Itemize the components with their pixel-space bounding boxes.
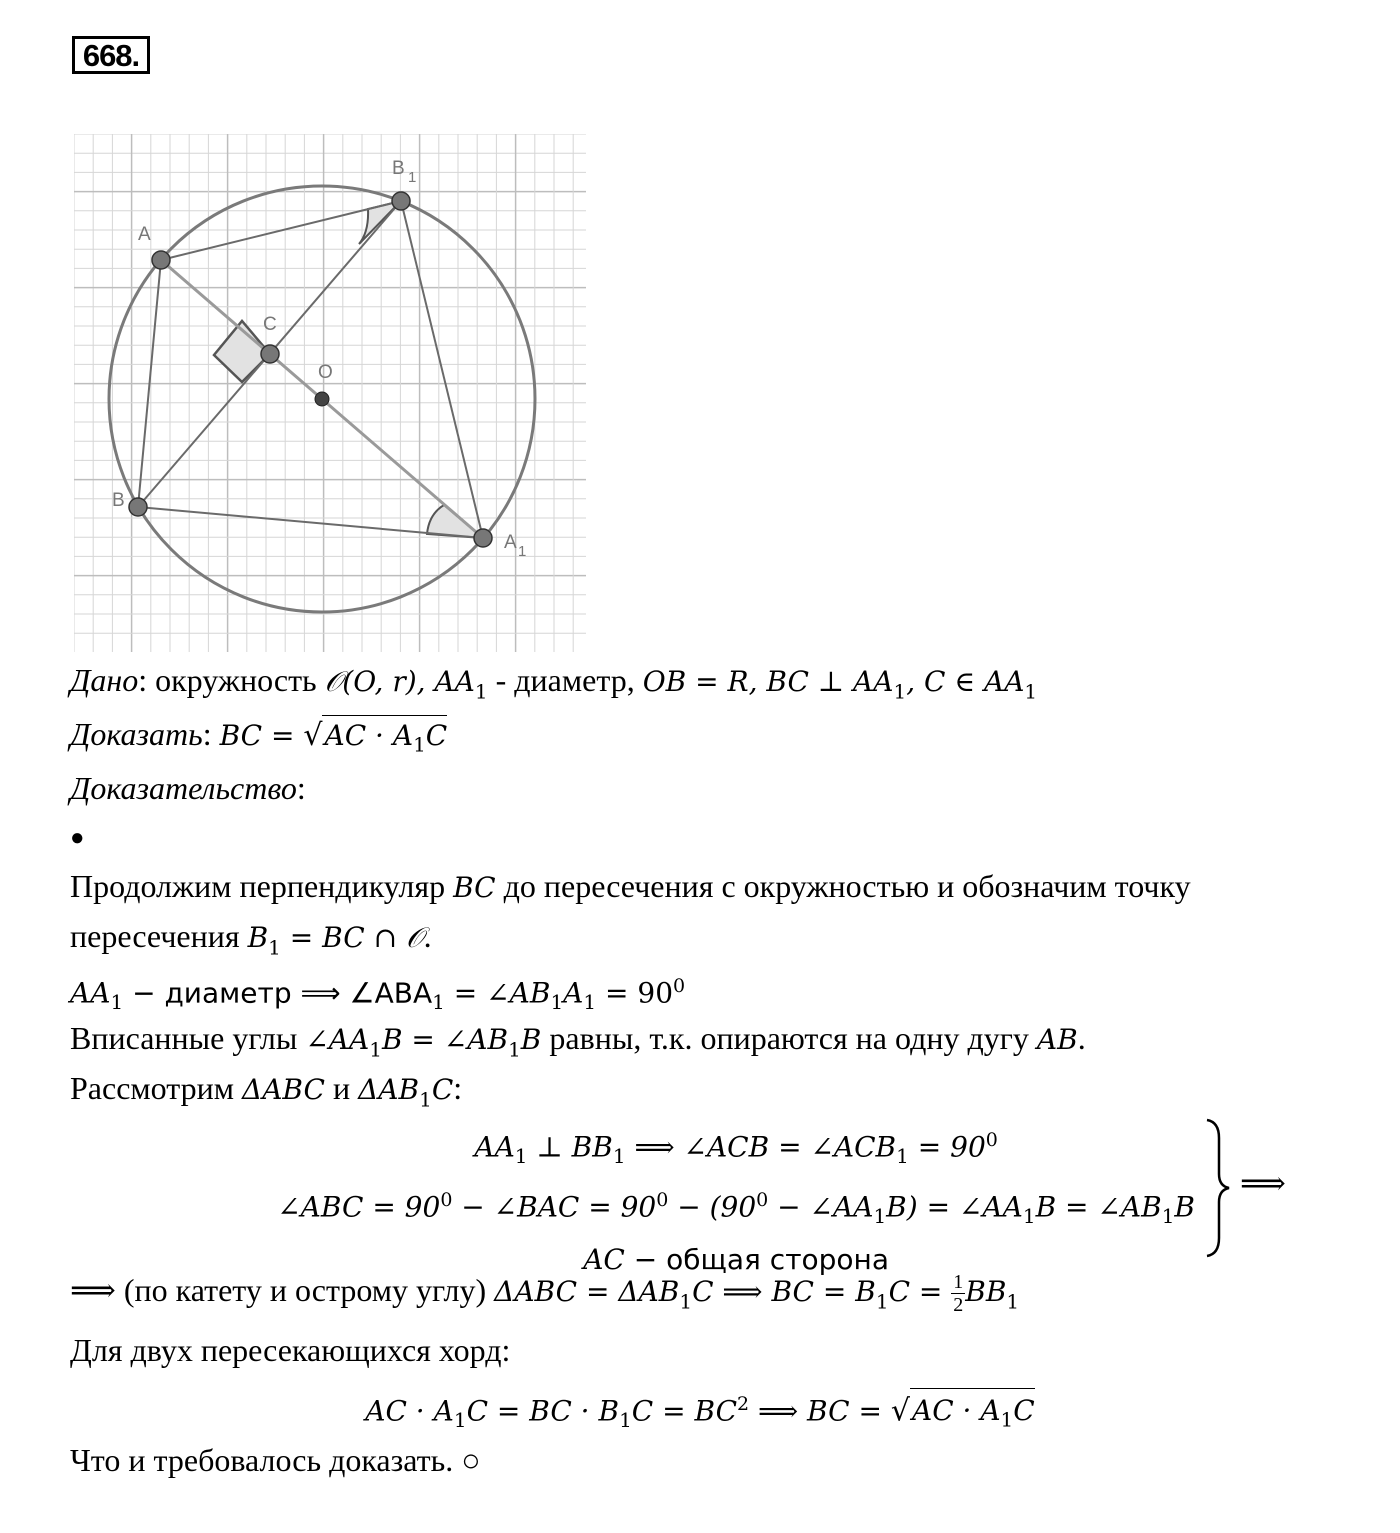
system-row-2: ∠ABC = $90^0$ − ∠BAC = $90^0 - (90^0$ − $\angle AA_1B$) = $\angle AA_1B$ = $\angle AB_1B$ [277,1188,1195,1228]
given-label: Дано [70,662,139,698]
para-extend-line1: Продолжим перпендикуляр BC до пересечения с окружностью и обозначим точку [70,868,1191,904]
label-A: A [138,224,151,245]
given-line: Дано: окружность 𝒪(O, r), $AA_1$ - диаметр, OB = R, BC ⊥ $AA_1$, C ∈ $AA_1$ [70,662,1038,704]
geometry-figure [74,134,586,652]
conclusion-line: ⟹ (по катету и острому углу) $\Delta ABC = \Delta AB_1C$ ⟹ BC = $B_1C$ = $\frac{1}{2}$ $BB_1$ [70,1271,1020,1317]
system-row-3: AC − общая сторона [583,1242,889,1276]
point-A1 [474,529,492,547]
diameter-angles-line: $AA_1$ − диаметр ⟹ $\angle ABA_1$ = $\angle AB_1A_1 = 90^0$ [70,975,686,1014]
consider-triangles-line: Рассмотрим ΔABC и $\Delta AB_1C$: [70,1070,463,1112]
point-O [315,392,329,406]
point-B1 [392,192,410,210]
segment-B1-A1 [401,201,483,538]
grid [74,134,586,652]
label-O: O [318,362,333,383]
label-B1-sub: 1 [408,169,417,186]
label-B: B [112,490,125,511]
inscribed-angles-line: Вписанные углы $\angle AA_1B$ = $\angle AB_1B$ равны, т.к. опираются на одну дугу AB. [70,1020,1086,1062]
equation-system [140,1118,1300,1276]
point-B [129,498,147,516]
final-equation: AC · $A_1C$ = BC · $B_1C = BC^2$ ⟹ BC = $√AC \cdot A_1C$ [0,1382,1400,1442]
right-brace [1203,1118,1233,1258]
label-B1: B [392,158,405,179]
qed-line: Что и требовалось доказать. ○ [70,1442,481,1478]
bullet: ● [70,825,85,851]
point-C [261,345,279,363]
point-A [152,251,170,269]
system-implies: ⟹ [1240,1165,1286,1201]
label-C: C [263,314,277,335]
proof-label: Доказательство: [70,770,306,806]
prove-label: Доказать [70,716,203,752]
system-row-1: $AA_1$ ⊥ $BB_1$ ⟹ ∠ACB = $\angle ACB_1 = 90^0$ [474,1129,998,1168]
para-extend-line2: пересечения $B_1$ = BC ∩ 𝒪. [70,918,432,960]
prove-line: Доказать: BC = $√AC \cdot A_1C$ [70,714,447,765]
label-A1-sub: 1 [518,543,527,560]
problem-number: 668. [72,36,150,74]
label-A1: A [504,532,517,553]
fraction-one-half: $\frac{1}{2}$ [953,1271,964,1317]
chords-line: Для двух пересекающихся хорд: [70,1332,511,1368]
